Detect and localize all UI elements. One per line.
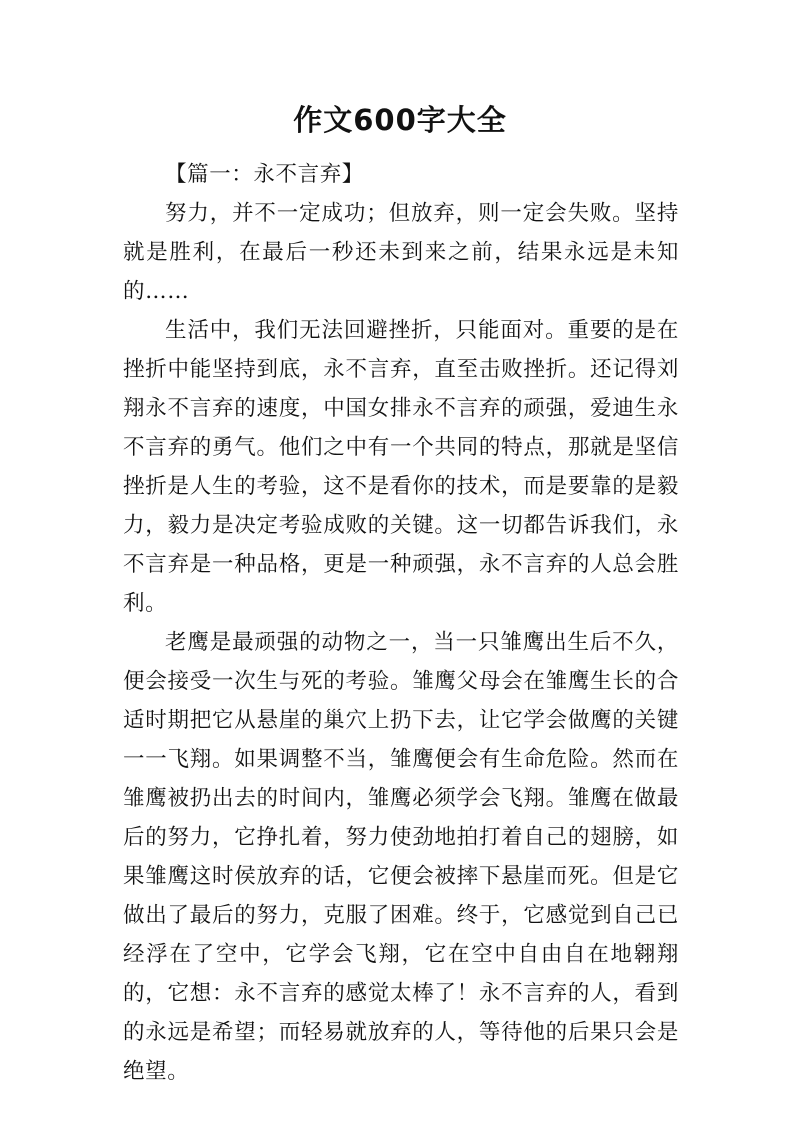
paragraph-2: 生活中，我们无法回避挫折，只能面对。重要的是在挫折中能坚持到底，永不言弃，直至击败挫折。还记得刘翔永不言弃的速度，中国女排永不言弃的顽强，爱迪生永不言弃的勇气。他们之中有一个共同的特点，那就是坚信挫折是人生的考验，这不是看你的技术，而是要靠的是毅力，毅力是决定考验成败的关键。这一切都告诉我们，永不言弃是一种品格，更是一种顽强，永不言弃的人总会胜利。 — [123, 318, 679, 616]
paragraph-1: 努力，并不一定成功；但放弃，则一定会失败。坚持就是胜利，在最后一秒还未到来之前，结果永远是未知的…… — [123, 201, 679, 304]
document-body — [123, 155, 679, 1091]
document-title: 作文600字大全 — [293, 103, 507, 137]
paragraph-3: 老鹰是最顽强的动物之一，当一只雏鹰出生后不久，便会接受一次生与死的考验。雏鹰父母会在雏鹰生长的合适时期把它从悬崖的巢穴上扔下去，让它学会做鹰的关键一一飞翔。如果调整不当，雏鹰便会有生命危险。然而在雏鹰被扔出去的时间内，雏鹰必须学会飞翔。雏鹰在做最后的努力，它挣扎着，努力使劲地拍打着自己的翅膀，如果雏鹰这时侯放弃的话，它便会被摔下悬崖而死。但是它做出了最后的努力，克服了困难。终于，它感觉到自己已经浮在了空中，它学会飞翔，它在空中自由自在地翱翔的，它想：永不言弃的感觉太棒了！永不言弃的人，看到的永远是希望；而轻易就放弃的人，等待他的后果只会是绝望。 — [123, 630, 679, 1084]
section-heading: 【篇一：永不言弃】 — [165, 162, 364, 187]
